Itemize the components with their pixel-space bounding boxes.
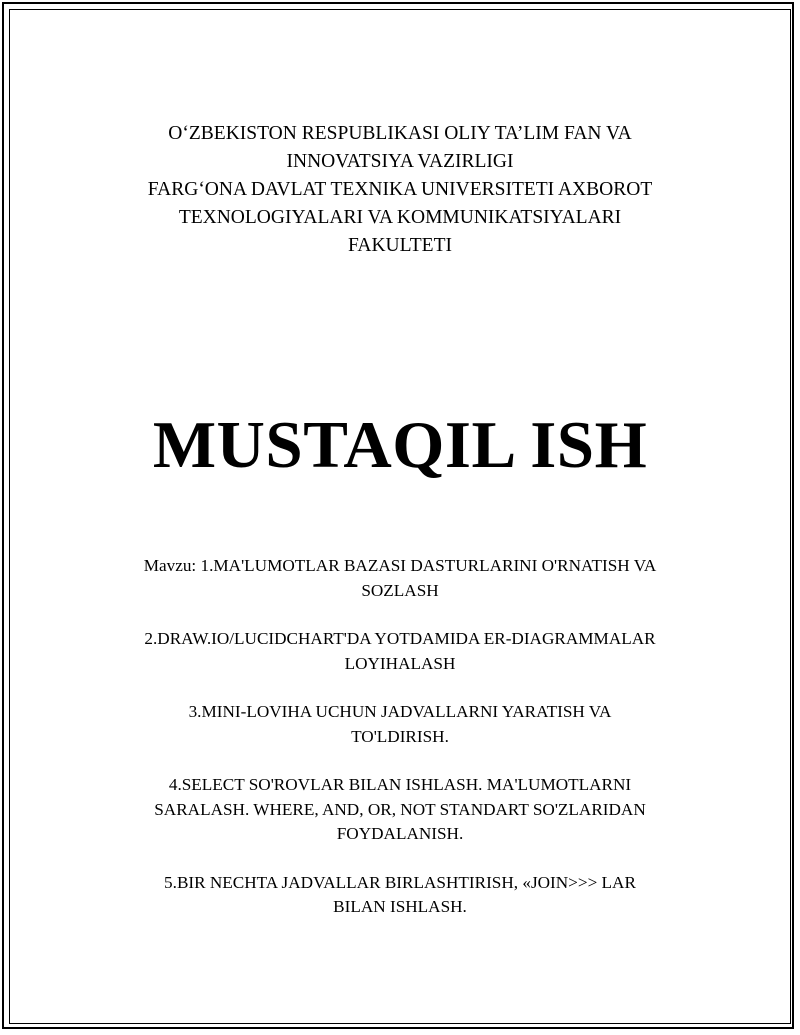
header-line: INNOVATSIYA VAZIRLIGI xyxy=(286,151,514,172)
header-line: TEXNOLOGIYALARI VA KOMMUNIKATSIYALARI xyxy=(178,207,622,228)
topic-line: BILAN ISHLASH. xyxy=(333,897,467,916)
topic-item xyxy=(0,773,800,847)
header-line: FARG‘ONA DAVLAT TEXNIKA UNIVERSITETI AXBOROT xyxy=(147,179,653,200)
topic-item xyxy=(0,627,800,676)
topic-line: 2.DRAW.IO/LUCIDCHART'DA YOTDAMIDA ER-DIAGRAMMALAR xyxy=(144,629,656,648)
topics-list xyxy=(0,554,800,944)
topic-line: 3.MINI-LOVIHA UCHUN JADVALLARNI YARATISH VA xyxy=(188,702,612,721)
header-line: FAKULTETI xyxy=(348,235,452,256)
topic-line: SARALASH. WHERE, AND, OR, NOT STANDART SO'ZLARIDAN xyxy=(154,799,646,819)
topic-item xyxy=(0,871,800,920)
topic-item xyxy=(0,700,800,749)
topic-line: TO'LDIRISH. xyxy=(351,726,449,746)
topic-item xyxy=(0,554,800,603)
institution-header xyxy=(0,120,800,260)
topic-line: SOZLASH xyxy=(361,580,439,600)
topic-line: 5.BIR NECHTA JADVALLAR BIRLASHTIRISH, «JOIN>>> LAR xyxy=(164,872,636,892)
topic-line: FOYDALANISH. xyxy=(336,824,464,843)
topic-line: LOYIHALASH xyxy=(344,653,456,673)
header-line: O‘ZBEKISTON RESPUBLIKASI OLIY TA’LIM FAN VA xyxy=(168,123,632,144)
topic-line: 4.SELECT SO'ROVLAR BILAN ISHLASH. MA'LUMOTLARNI xyxy=(168,775,632,794)
topic-line: Mavzu: 1.MA'LUMOTLAR BAZASI DASTURLARINI O'RNATISH VA xyxy=(143,556,657,575)
document-title: MUSTAQIL ISH xyxy=(152,408,648,482)
